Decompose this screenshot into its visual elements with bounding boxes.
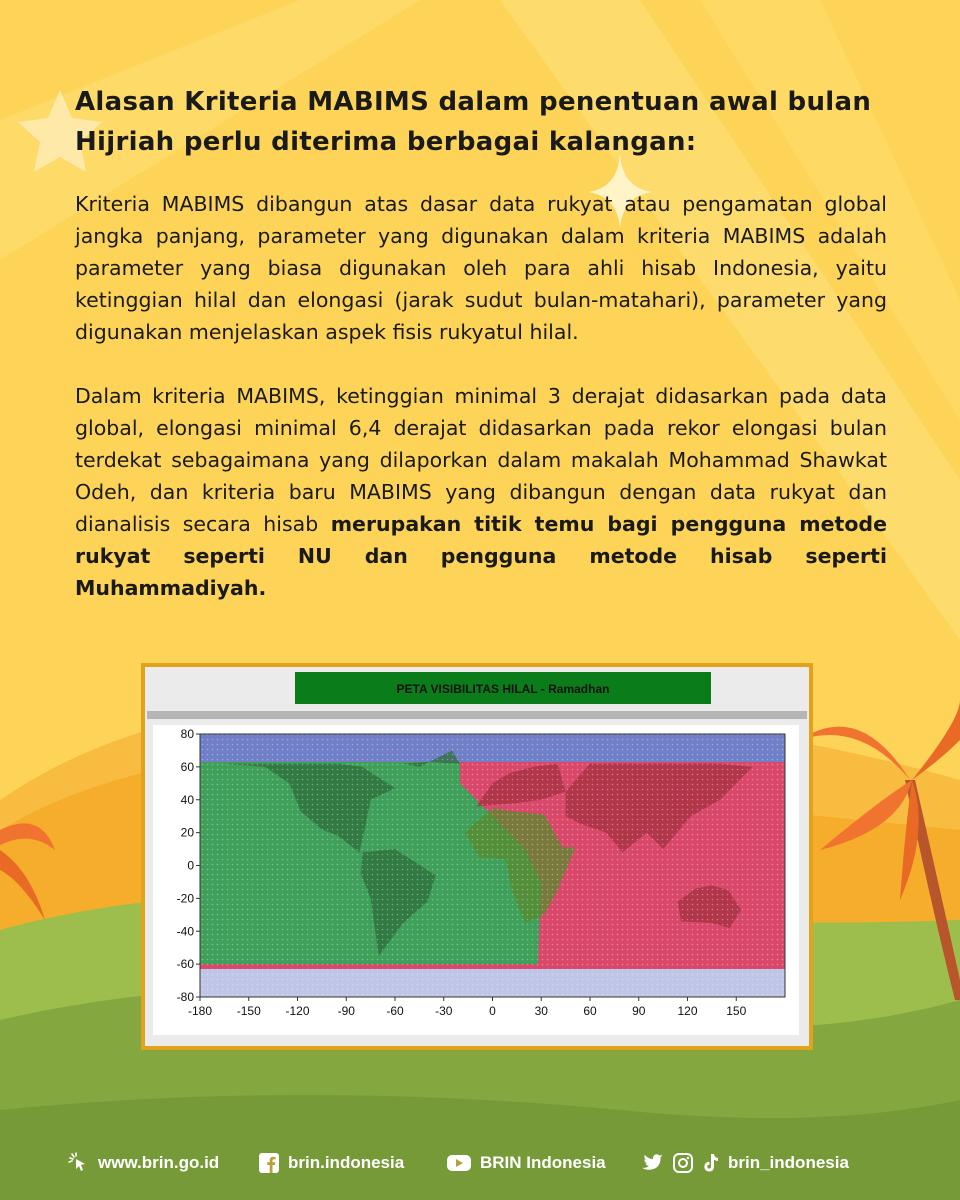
lon-tick-label: 30 bbox=[534, 1004, 548, 1018]
lon-tick-label: -90 bbox=[337, 1004, 355, 1018]
tiktok-icon bbox=[702, 1152, 720, 1174]
footer-website[interactable] bbox=[68, 1146, 219, 1180]
lon-tick-label: -120 bbox=[285, 1004, 310, 1018]
paragraph-2-text: Dalam kriteria MABIMS, ketinggian minimal 3 derajat didasarkan pada data global, elongasi minimal 6,4 derajat didasarkan pada rekor elongasi bulan terdekat sebagaimana yang dilaporkan dalam makalah Mohammad Shawkat Odeh, dan kriteria baru MABIMS yang dibangun dengan data rukyat dan dianalisis secara hisab bbox=[75, 384, 887, 536]
lat-tick-label: -80 bbox=[176, 990, 194, 1004]
lat-tick-label: 0 bbox=[187, 858, 194, 873]
lat-tick-label: 40 bbox=[180, 792, 194, 807]
lon-tick-label: 0 bbox=[489, 1004, 496, 1018]
lat-tick-label: 60 bbox=[180, 759, 194, 774]
instagram-icon bbox=[672, 1152, 694, 1174]
cursor-click-icon bbox=[68, 1152, 90, 1174]
hilal-visibility-map bbox=[141, 663, 813, 1050]
social-handle-label: brin_indonesia bbox=[728, 1153, 849, 1172]
lon-tick-label: -180 bbox=[187, 1004, 213, 1018]
website-label: www.brin.go.id bbox=[98, 1153, 220, 1172]
facebook-label: brin.indonesia bbox=[288, 1153, 405, 1172]
lon-tick-label: -30 bbox=[435, 1004, 453, 1018]
lon-tick-label: 150 bbox=[726, 1004, 747, 1018]
lat-tick-label: -60 bbox=[176, 957, 194, 972]
youtube-label: BRIN Indonesia bbox=[480, 1153, 606, 1172]
lon-tick-label: 120 bbox=[677, 1004, 698, 1018]
footer-facebook[interactable] bbox=[258, 1146, 404, 1180]
lat-tick-label: 20 bbox=[180, 825, 194, 840]
paragraph-2 bbox=[75, 380, 887, 604]
lon-tick-label: 90 bbox=[632, 1004, 646, 1018]
footer-youtube[interactable] bbox=[446, 1146, 606, 1180]
lat-tick-label: 80 bbox=[180, 727, 194, 741]
paragraph-1: Kriteria MABIMS dibangun atas dasar data rukyat atau pengamatan global jangka panjang, parameter yang digunakan dalam kriteria MABIMS adalah parameter yang biasa digunakan oleh para ahli hisab Indonesia, yaitu ketinggian hilal dan elongasi (jarak sudut bulan-matahari), parameter yang digunakan menjelaskan aspek fisis rukyatul hilal. bbox=[75, 192, 887, 344]
lat-tick-label: -20 bbox=[176, 891, 194, 906]
lat-tick-label: -40 bbox=[176, 924, 194, 939]
footer-social[interactable] bbox=[640, 1146, 849, 1180]
footer-bar bbox=[68, 1146, 908, 1180]
lon-tick-label: -60 bbox=[386, 1004, 404, 1018]
map-title: PETA VISIBILITAS HILAL - Ramadhan bbox=[396, 682, 610, 696]
paragraph-2-bold: merupakan titik temu bagi pengguna metode rukyat seperti NU dan pengguna metode hisab seperti Muhammadiyah. bbox=[75, 512, 887, 600]
map-dot-overlay bbox=[200, 734, 785, 997]
article-content bbox=[75, 82, 887, 604]
lon-tick-label: 60 bbox=[583, 1004, 597, 1018]
youtube-icon bbox=[446, 1153, 472, 1173]
map-plot-area bbox=[177, 727, 785, 1018]
facebook-icon bbox=[258, 1152, 280, 1174]
article-heading: Alasan Kriteria MABIMS dalam penentuan awal bulan Hijriah perlu diterima berbagai kalangan: bbox=[75, 87, 872, 157]
lon-tick-label: -150 bbox=[236, 1004, 261, 1018]
twitter-icon bbox=[640, 1153, 664, 1173]
